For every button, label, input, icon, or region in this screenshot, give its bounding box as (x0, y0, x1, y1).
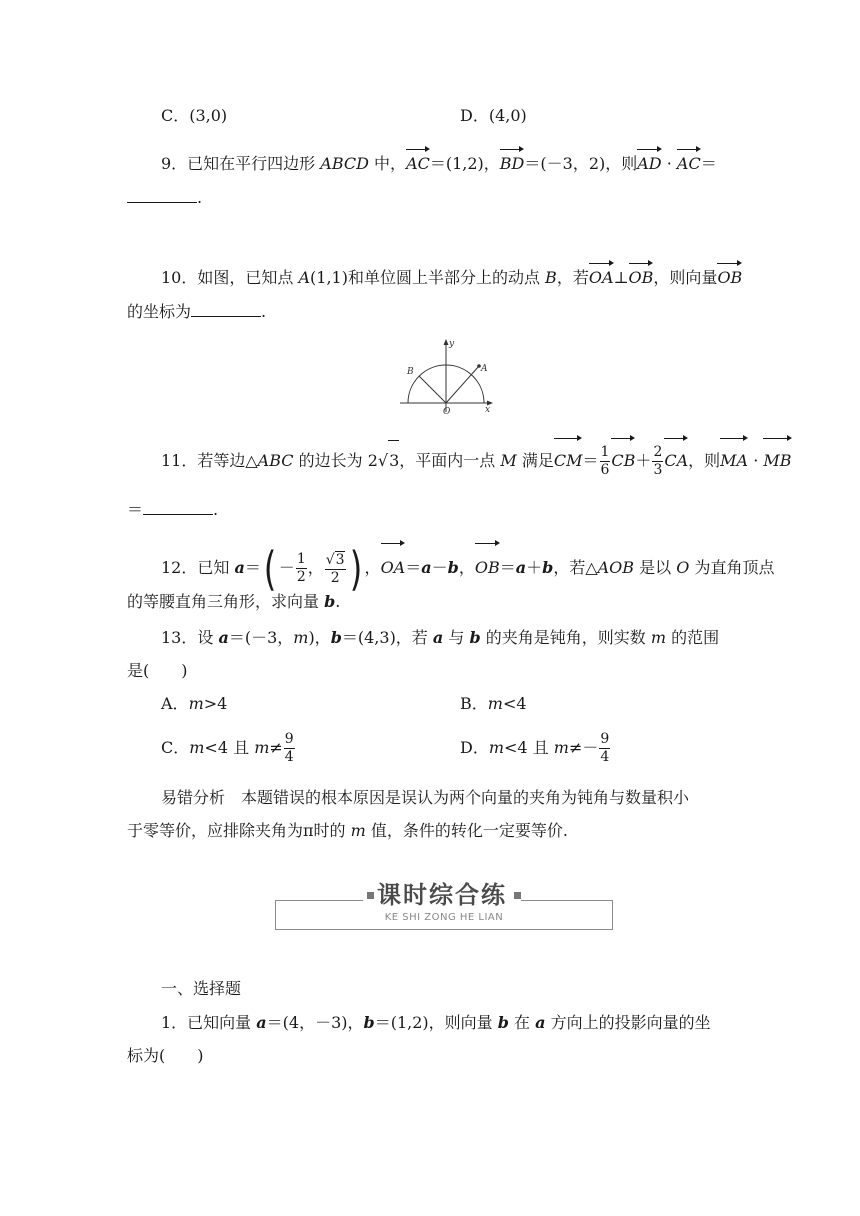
answer-blank (127, 188, 197, 203)
right-paren: ) (349, 541, 362, 596)
question-9-answer-line: . (127, 186, 202, 210)
question-9: 9．已知在平行四边形 ABCD 中，AC＝(1,2)，BD＝(－3，2)，则AD · AC＝ (161, 152, 717, 176)
fraction-one-half: $\frac{1}{2}$ (296, 551, 306, 585)
answer-blank (191, 302, 261, 317)
question-12-line2: 的等腰直角三角形，求向量 b. (127, 592, 341, 611)
axis-x-label: x (485, 405, 491, 415)
fraction-two-thirds: $\frac{2}{3}$ (653, 444, 663, 478)
banner-square-right (514, 892, 521, 899)
vector-ca: CA (664, 441, 688, 481)
problem-1: 1．已知向量 a＝(4，－3)，b＝(1,2)，则向量 b 在 a 方向上的投影向量的坐 (161, 1013, 711, 1032)
vector-cm: CM (554, 441, 583, 481)
section-heading: 一、选择题 (161, 979, 242, 998)
option-d-13: D．m<4 且 m≠－ $\frac{9}{4}$ (460, 731, 610, 765)
banner-title: 课时综合练 (377, 881, 507, 909)
question-13: 13．设 a＝(－3，m)，b＝(4,3)，若 a 与 b 的夹角是钝角，则实数 m 的范围 (161, 628, 720, 647)
banner-subtitle: KE SHI ZONG HE LIAN (384, 912, 504, 923)
question-10-line2: 的坐标为 . (127, 302, 267, 321)
question-12: 12．已知 a＝( － $\frac{1}{2}$ ， $\frac{√3}{2}$ ) ，OA＝a－b，OB＝a＋b，若△AOB 是以 O 为直角顶点 (161, 541, 775, 596)
vector-oa: OA (589, 266, 614, 290)
problem-1-line2: 标为( ) (127, 1046, 204, 1065)
origin-label: O (443, 407, 451, 416)
question-11: 11．若等边△ABC 的边长为 2√3，平面内一点 M 满足CM＝ $\frac{1}{6}$ CB＋ $\frac{2}{3}$ CA，则MA · MB (161, 440, 792, 481)
question-10: 10．如图，已知点 A(1,1)和单位圆上半部分上的动点 B，若OA⊥OB，则向量OB (161, 266, 742, 290)
fraction-nine-fourths-neg: $\frac{9}{4}$ (600, 731, 610, 765)
vector-oa: OA (381, 546, 406, 590)
option-d: D．(4,0) (460, 106, 527, 125)
vector-ma: MA (720, 441, 748, 481)
vector-ob-2: OB (717, 266, 742, 290)
option-c-13: C．m<4 且 m≠ $\frac{9}{4}$ (161, 731, 294, 765)
axis-y-label: y (449, 339, 455, 349)
answer-blank (143, 500, 213, 515)
fraction-nine-fourths: $\frac{9}{4}$ (284, 731, 294, 765)
error-analysis: 易错分析 本题错误的根本原因是误认为两个向量的夹角为钝角与数量积小 (161, 788, 690, 807)
option-c: C．(3,0) (161, 106, 228, 125)
section-banner (275, 878, 613, 930)
vector-cb: CB (611, 441, 635, 481)
vector-ac: AC (406, 152, 430, 176)
vector-mb: MB (763, 441, 791, 481)
option-a: A．m>4 (161, 694, 228, 713)
error-analysis-line2: 于零等价，应排除夹角为π时的 m 值，条件的转化一定要等价. (127, 821, 568, 840)
banner-square-left (367, 892, 374, 899)
left-paren: ( (263, 541, 277, 596)
question-13-line2: 是( ) (127, 661, 188, 680)
fraction-one-sixth: $\frac{1}{6}$ (600, 444, 610, 478)
unit-circle-figure (396, 336, 496, 416)
vector-bd: BD (500, 152, 525, 176)
point-b-label: B (407, 367, 414, 377)
fraction-sqrt3-over-2: $\frac{√3}{2}$ (325, 551, 345, 586)
vector-ob: OB (629, 266, 654, 290)
vector-ac-2: AC (677, 152, 701, 176)
point-a-label: A (481, 364, 488, 374)
sqrt-symbol: √ (377, 451, 389, 470)
option-b: B．m<4 (460, 694, 527, 713)
vector-ad: AD (637, 152, 661, 176)
vector-ob: OB (475, 546, 500, 590)
question-11-line2: ＝ . (127, 500, 219, 519)
